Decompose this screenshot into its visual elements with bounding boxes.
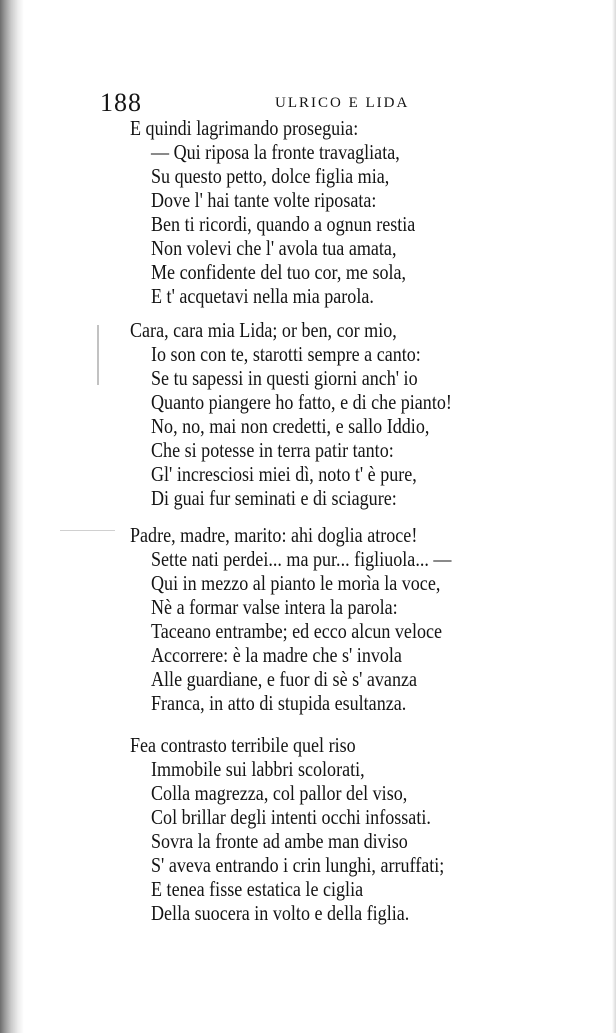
verse-line: Taceano entrambe; ed ecco alcun veloce [151, 619, 443, 643]
margin-pencil-mark [60, 530, 115, 531]
verse-line: Che si potesse in terra patir tanto: [151, 438, 394, 462]
verse-line: Gl' incresciosi miei dì, noto t' è pure, [151, 462, 417, 486]
verse-line: Nè a formar valse intera la parola: [151, 595, 398, 619]
verse-line: Franca, in atto di stupida esultanza. [151, 691, 407, 715]
page-number: 188 [100, 88, 142, 117]
verse-line: Accorrere: è la madre che s' invola [151, 643, 402, 667]
verse-line: Col brillar degli intenti occhi infossati. [151, 805, 431, 829]
running-title: ULRICO E LIDA [275, 95, 410, 111]
verse-line: Sovra la fronte ad ambe man diviso [151, 829, 408, 853]
verse-line: Quanto piangere ho fatto, e di che pianto! [151, 390, 452, 414]
verse-line: No, no, mai non credetti, e sallo Iddio, [151, 414, 430, 438]
verse-line: E t' acquetavi nella mia parola. [151, 284, 374, 308]
page-spine-shadow [0, 0, 24, 1033]
verse-line: S' aveva entrando i crin lunghi, arruffati; [151, 853, 445, 877]
verse-line: Della suocera in volto e della figlia. [151, 901, 410, 925]
verse-line: Qui in mezzo al pianto le morìa la voce, [151, 571, 441, 595]
verse-line: Cara, cara mia Lida; or ben, cor mio, [130, 318, 397, 342]
verse-line: Alle guardiane, e fuor di sè s' avanza [151, 667, 418, 691]
verse-line: Sette nati perdei... ma pur... figliuola... — [151, 547, 452, 571]
verse-line: Non volevi che l' avola tua amata, [151, 236, 397, 260]
verse-line: Ben ti ricordi, quando a ognun restia [151, 212, 416, 236]
verse-line: — Qui riposa la fronte travagliata, [151, 140, 400, 164]
verse-line: Fea contrasto terribile quel riso [130, 733, 356, 757]
verse-line: Me confidente del tuo cor, me sola, [151, 260, 407, 284]
verse-line: Io son con te, starotti sempre a canto: [151, 342, 421, 366]
verse-line: Colla magrezza, col pallor del viso, [151, 781, 408, 805]
verse-line: Su questo petto, dolce figlia mia, [151, 164, 390, 188]
verse-line: Dove l' hai tante volte riposata: [151, 188, 377, 212]
verse-line: E quindi lagrimando proseguia: [130, 116, 359, 140]
verse-line: Immobile sui labbri scolorati, [151, 757, 365, 781]
page-edge-shadow [612, 0, 616, 1033]
verse-line: Padre, madre, marito: ahi doglia atroce! [130, 523, 418, 547]
verse-line: Se tu sapessi in questi giorni anch' io [151, 366, 418, 390]
verse-line: Di guai fur seminati e di sciagure: [151, 486, 397, 510]
verse-line: E tenea fisse estatica le ciglia [151, 877, 364, 901]
margin-pencil-mark [97, 325, 99, 385]
